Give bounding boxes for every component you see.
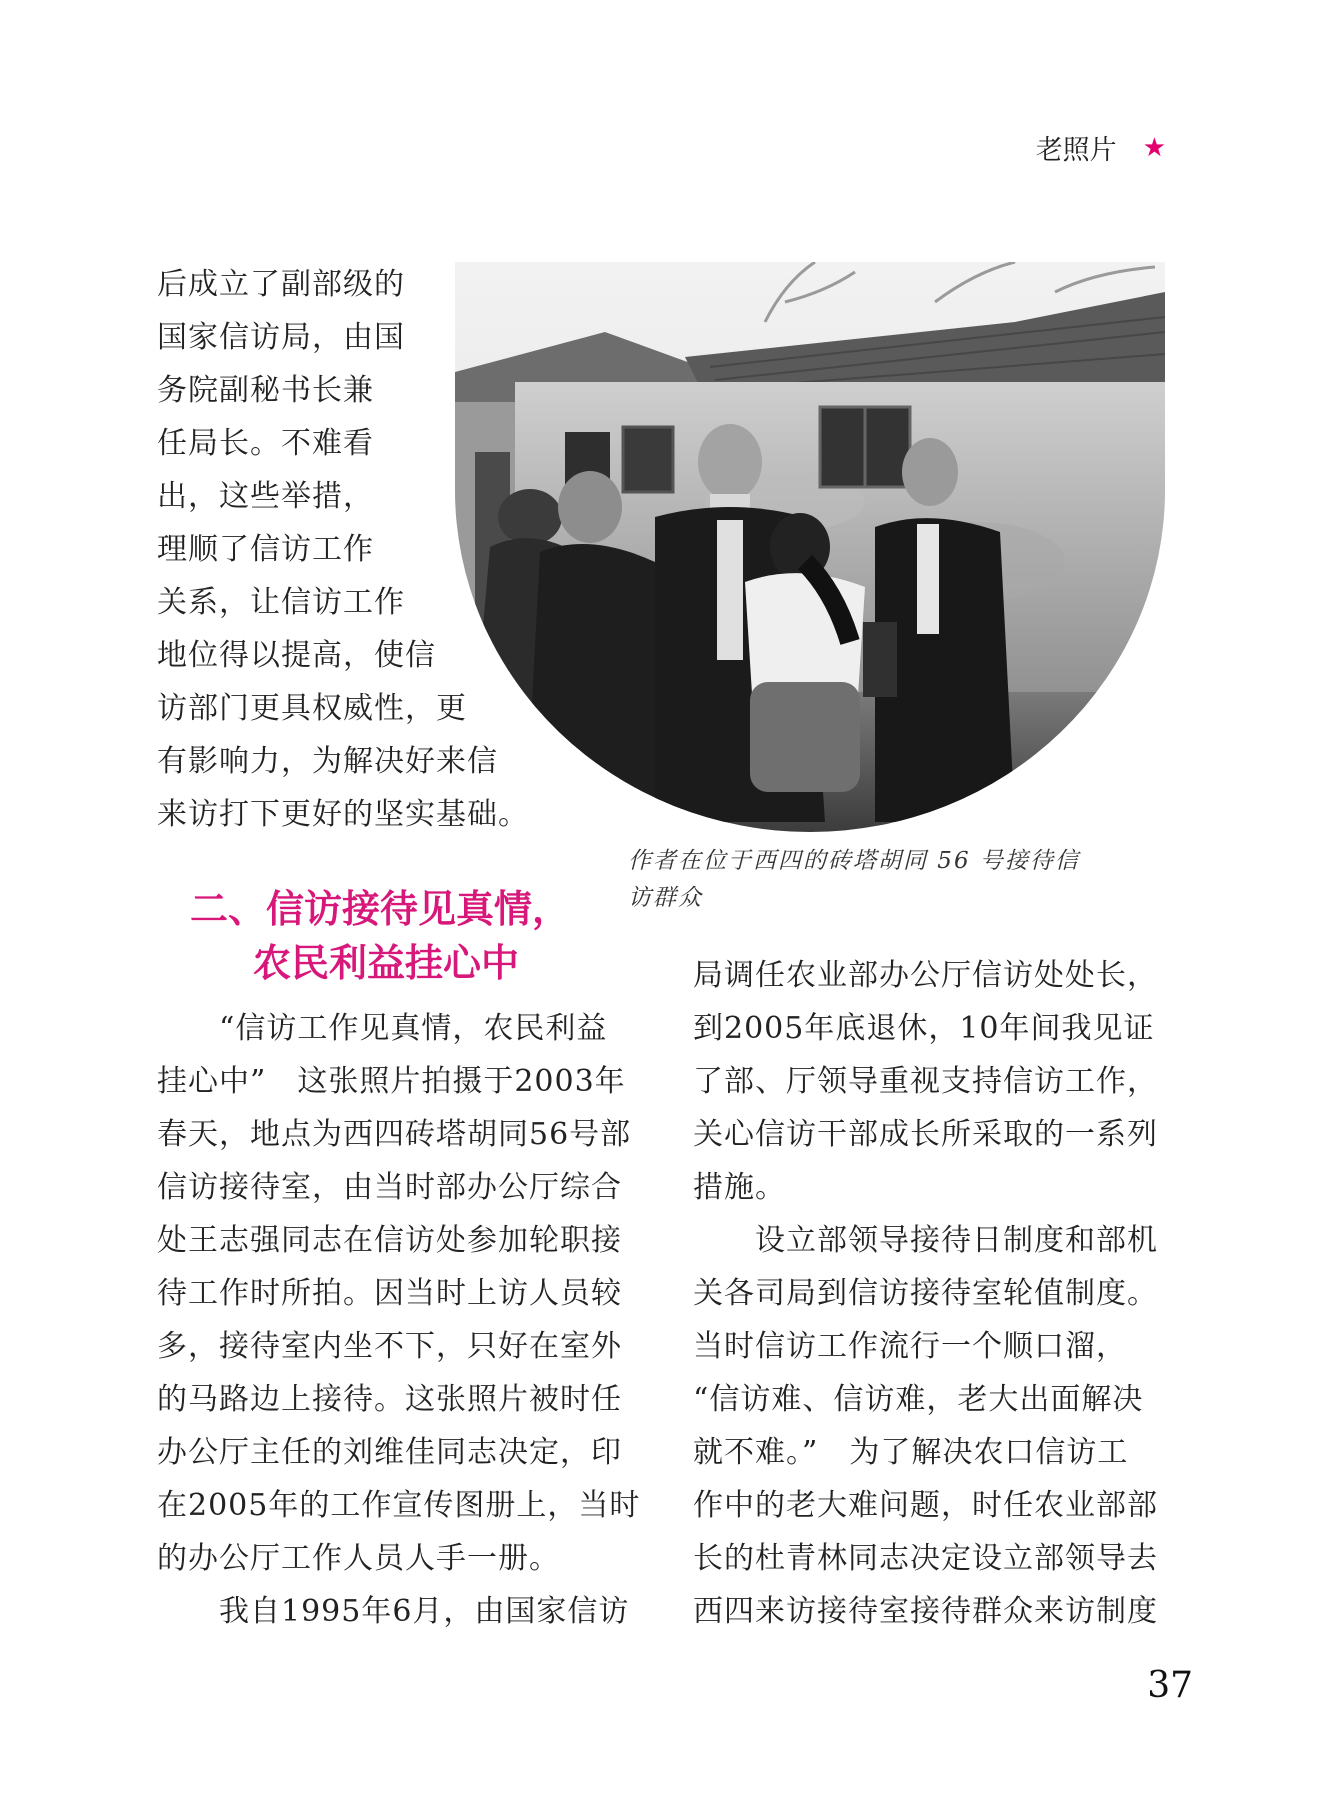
photo-frame (455, 262, 1165, 832)
left-column-line: 办公厅主任的刘维佳同志决定，印 (157, 1435, 622, 1470)
photo-caption (628, 843, 1168, 917)
right-column-line: 局调任农业部办公厅信访处处长， (693, 958, 1158, 993)
right-column-line: 就不难。” 为了解决农口信访工 (693, 1435, 1129, 1470)
right-column-line: 当时信访工作流行一个顺口溜， (693, 1329, 1127, 1364)
left-column (157, 1002, 641, 1638)
intro-line: 理顺了信访工作 (157, 532, 374, 567)
intro-line: 地位得以提高，使信 (157, 638, 436, 673)
right-column-line: 关心信访干部成长所采取的一系列 (693, 1117, 1158, 1152)
right-column (693, 949, 1163, 1638)
left-column-line: 的办公厅工作人员人手一册。 (157, 1541, 560, 1576)
intro-line: 务院副秘书长兼 (157, 373, 374, 408)
intro-line: 访部门更具权威性，更 (157, 691, 467, 726)
page-number: 37 (1147, 1665, 1193, 1706)
left-column-line: 我自1995年6月，由国家信访 (157, 1594, 630, 1629)
left-column-line: 在2005年的工作宣传图册上，当时 (157, 1488, 641, 1523)
right-column-line: 了部、厅领导重视支持信访工作， (693, 1064, 1158, 1099)
right-column-line: 西四来访接待室接待群众来访制度 (693, 1594, 1158, 1629)
intro-line: 后成立了副部级的 (157, 267, 405, 302)
left-column-line: 多，接待室内坐不下，只好在室外 (157, 1329, 622, 1364)
intro-line: 有影响力，为解决好来信 (157, 744, 498, 779)
photo-of-author-receiving-petitioners (455, 262, 1165, 832)
intro-line: 来访打下更好的坚实基础。 (157, 797, 529, 832)
right-column-line: 作中的老大难问题，时任农业部部 (693, 1488, 1158, 1523)
intro-line: 出，这些举措， (157, 479, 374, 514)
left-column-line: 处王志强同志在信访处参加轮职接 (157, 1223, 622, 1258)
intro-line: 国家信访局，由国 (157, 320, 405, 355)
intro-line: 关系，让信访工作 (157, 585, 405, 620)
star-icon: ★ (1142, 132, 1166, 163)
left-column-line: “信访工作见真情，农民利益 (157, 1011, 608, 1046)
right-column-line: 设立部领导接待日制度和部机 (693, 1223, 1158, 1258)
caption-line-2: 访群众 (628, 885, 703, 911)
right-column-line: “信访难、信访难，老大出面解决 (693, 1382, 1144, 1417)
right-column-line: 长的杜青林同志决定设立部领导去 (693, 1541, 1158, 1576)
section-heading-line-1: 二、信访接待见真情， (190, 887, 571, 931)
left-column-line: 待工作时所拍。因当时上访人员较 (157, 1276, 622, 1311)
section-label: 老照片 (1035, 135, 1117, 166)
left-column-line: 春天，地点为西四砖塔胡同56号部 (157, 1117, 632, 1152)
right-column-line: 措施。 (693, 1170, 786, 1205)
section-heading-line-2: 农民利益挂心中 (253, 941, 520, 985)
section-heading (190, 882, 570, 990)
left-column-line: 挂心中” 这张照片拍摄于2003年 (157, 1064, 626, 1099)
right-column-line: 到2005年底退休，10年间我见证 (693, 1011, 1155, 1046)
left-column-line: 的马路边上接待。这张照片被时任 (157, 1382, 622, 1417)
right-column-line: 关各司局到信访接待室轮值制度。 (693, 1276, 1158, 1311)
intro-line: 任局长。不难看 (157, 426, 374, 461)
left-column-line: 信访接待室，由当时部办公厅综合 (157, 1170, 622, 1205)
caption-line-1: 作者在位于西四的砖塔胡同 56 号接待信 (628, 848, 1080, 874)
running-header (1036, 128, 1166, 167)
